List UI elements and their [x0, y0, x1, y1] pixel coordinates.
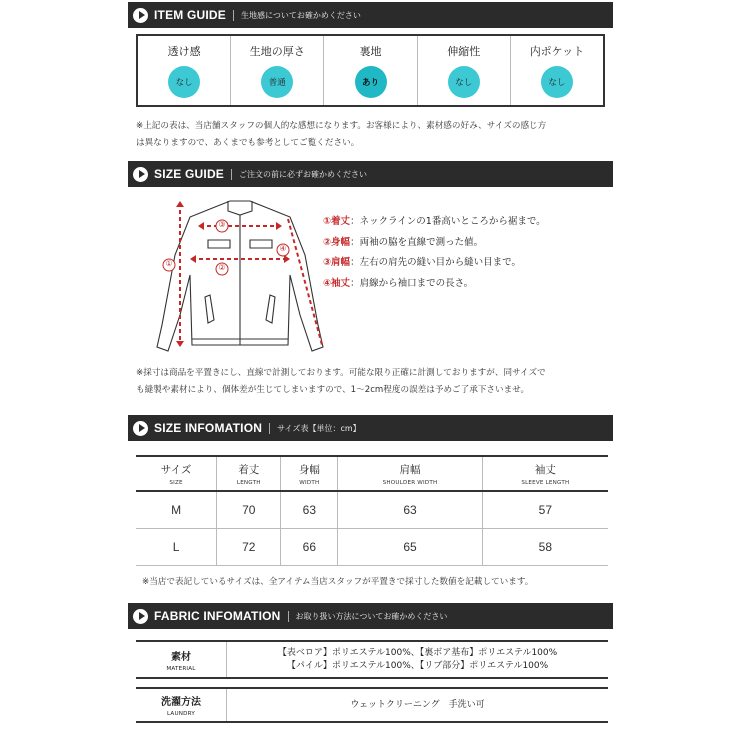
marker-length: ①: [165, 259, 173, 268]
marker-shoulder: ③: [218, 220, 226, 229]
material-label: [136, 642, 227, 677]
definition-shoulder: [323, 255, 546, 276]
note-line: は異なりますので、あくまでも参考としてご覧ください。: [136, 138, 360, 148]
item-guide-lining: [324, 36, 417, 105]
definition-width: [323, 235, 546, 256]
table-row: [136, 491, 608, 528]
table-cell: 72: [217, 528, 281, 565]
definition-term: 着丈: [331, 216, 351, 227]
table-cell: 70: [217, 491, 281, 528]
laundry-value: [227, 689, 608, 721]
fabric-laundry-row: [136, 687, 608, 723]
fabric-material-row: [136, 640, 608, 679]
marker-sleeve: ④: [279, 244, 287, 253]
column-header-sleeve: 袖丈 SLEEVE LENGTH: [482, 456, 608, 491]
marker-width: ②: [218, 263, 226, 272]
fabric-info-title: FABRIC INFOMATION: [154, 609, 281, 623]
arrow-right-icon: [133, 167, 148, 182]
definition-term: 肩幅: [331, 257, 351, 268]
table-header-row: [136, 456, 608, 491]
item-guide-note: [136, 118, 546, 152]
laundry-text: ウェットクリーニング 手洗い可: [350, 699, 485, 710]
divider: [269, 423, 270, 434]
material-label-jp: 素材: [171, 651, 191, 663]
item-guide-header: [128, 2, 613, 28]
table-cell: 66: [281, 528, 338, 565]
note-line: ※上記の表は、当店舗スタッフの個人的な感想になります。お客様により、素材感の好み、サイズの感じ方: [136, 121, 547, 131]
divider: [231, 169, 232, 180]
material-label-en: MATERIAL: [166, 665, 196, 672]
definition-number: ①: [323, 216, 332, 227]
material-value: [227, 642, 608, 677]
definition-term: 袖丈: [331, 277, 351, 289]
size-guide-definitions: [323, 214, 546, 296]
item-guide-subtitle: 生地感についてお確かめください: [241, 10, 361, 20]
definition-sleeve: [323, 276, 546, 297]
definition-number: ④: [323, 277, 332, 289]
column-header-length: 着丈 LENGTH: [217, 456, 281, 491]
item-guide-label: 裏地: [359, 45, 382, 58]
jacket-measurement-diagram: [140, 195, 330, 360]
laundry-label: [136, 689, 227, 721]
item-guide-value-badge: なし: [541, 66, 573, 98]
column-header-shoulder: 肩幅 SHOULDER WIDTH: [338, 456, 482, 491]
divider: [288, 611, 289, 622]
size-info-title: SIZE INFOMATION: [154, 421, 263, 435]
item-guide-label: 内ポケット: [529, 45, 585, 58]
table-row: [136, 528, 608, 565]
size-info-header: [128, 415, 613, 441]
size-guide-title: SIZE GUIDE: [154, 167, 225, 181]
table-cell: 63: [338, 491, 482, 528]
laundry-label-jp: 洗濯方法: [161, 697, 201, 708]
material-line: 【パイル】ポリエステル100%、【リブ部分】ポリエステル100%: [286, 660, 549, 671]
column-header-width: 身幅 WIDTH: [281, 456, 338, 491]
item-guide-value-badge: あり: [355, 66, 387, 98]
note-line: も縫製や素材により、個体差が生じてしまいますので、1〜2cm程度の誤差は予めご了承下さいませ。: [136, 385, 530, 395]
divider: [233, 10, 234, 21]
size-guide-subtitle: ご注文の前に必ずお確かめください: [239, 169, 368, 179]
table-cell: L: [136, 528, 217, 565]
item-guide-label: 伸縮性: [447, 45, 481, 58]
item-guide-stretch: [418, 36, 511, 105]
item-guide-see-through: [138, 36, 231, 105]
definition-text: ：両袖の脇を直線で測った値。: [350, 236, 484, 248]
definition-text: ：ネックラインの1番高いところから裾まで。: [350, 216, 546, 227]
size-guide-header: [128, 161, 613, 187]
material-line: 【表ベロア】ポリエステル100%、【裏ボア基布】ポリエステル100%: [277, 648, 558, 658]
definition-term: 身幅: [331, 236, 351, 248]
item-guide-value-badge: なし: [168, 66, 200, 98]
size-info-note: ※当店で表記しているサイズは、全アイテム当店スタッフが平置きで採寸した数値を記載しています。: [142, 577, 534, 587]
item-guide-thickness: [231, 36, 324, 105]
fabric-info-subtitle: お取り扱い方法についてお確かめください: [295, 611, 448, 621]
definition-number: ②: [323, 236, 332, 248]
definition-length: [323, 214, 546, 235]
definition-number: ③: [323, 257, 332, 268]
arrow-right-icon: [133, 8, 148, 23]
item-guide-table: [136, 34, 605, 107]
size-table: [136, 455, 608, 566]
item-guide-label: 生地の厚さ: [249, 45, 305, 58]
size-info-subtitle: サイズ表【単位：cm】: [277, 423, 361, 433]
column-header-size: サイズ SIZE: [136, 456, 217, 491]
table-cell: 58: [482, 528, 608, 565]
definition-text: ：左右の肩先の縫い目から縫い目まで。: [350, 257, 521, 268]
arrow-right-icon: [133, 609, 148, 624]
item-guide-label: 透け感: [167, 45, 201, 58]
arrow-right-icon: [133, 421, 148, 436]
definition-text: ：肩線から袖口までの長さ。: [350, 277, 474, 289]
item-guide-title: ITEM GUIDE: [154, 8, 227, 22]
table-cell: 65: [338, 528, 482, 565]
laundry-label-en: LAUNDRY: [166, 711, 195, 717]
item-guide-value-badge: 普通: [261, 66, 293, 98]
table-cell: 57: [482, 491, 608, 528]
note-line: ※採寸は商品を平置きにし、直線で計測しております。可能な限り正確に計測しておりますが、同サイズで: [136, 368, 546, 378]
item-guide-value-badge: なし: [448, 66, 480, 98]
item-guide-inner-pocket: [511, 36, 603, 105]
table-cell: M: [136, 491, 217, 528]
fabric-info-header: [128, 603, 613, 629]
size-guide-note: [136, 365, 546, 399]
table-cell: 63: [281, 491, 338, 528]
